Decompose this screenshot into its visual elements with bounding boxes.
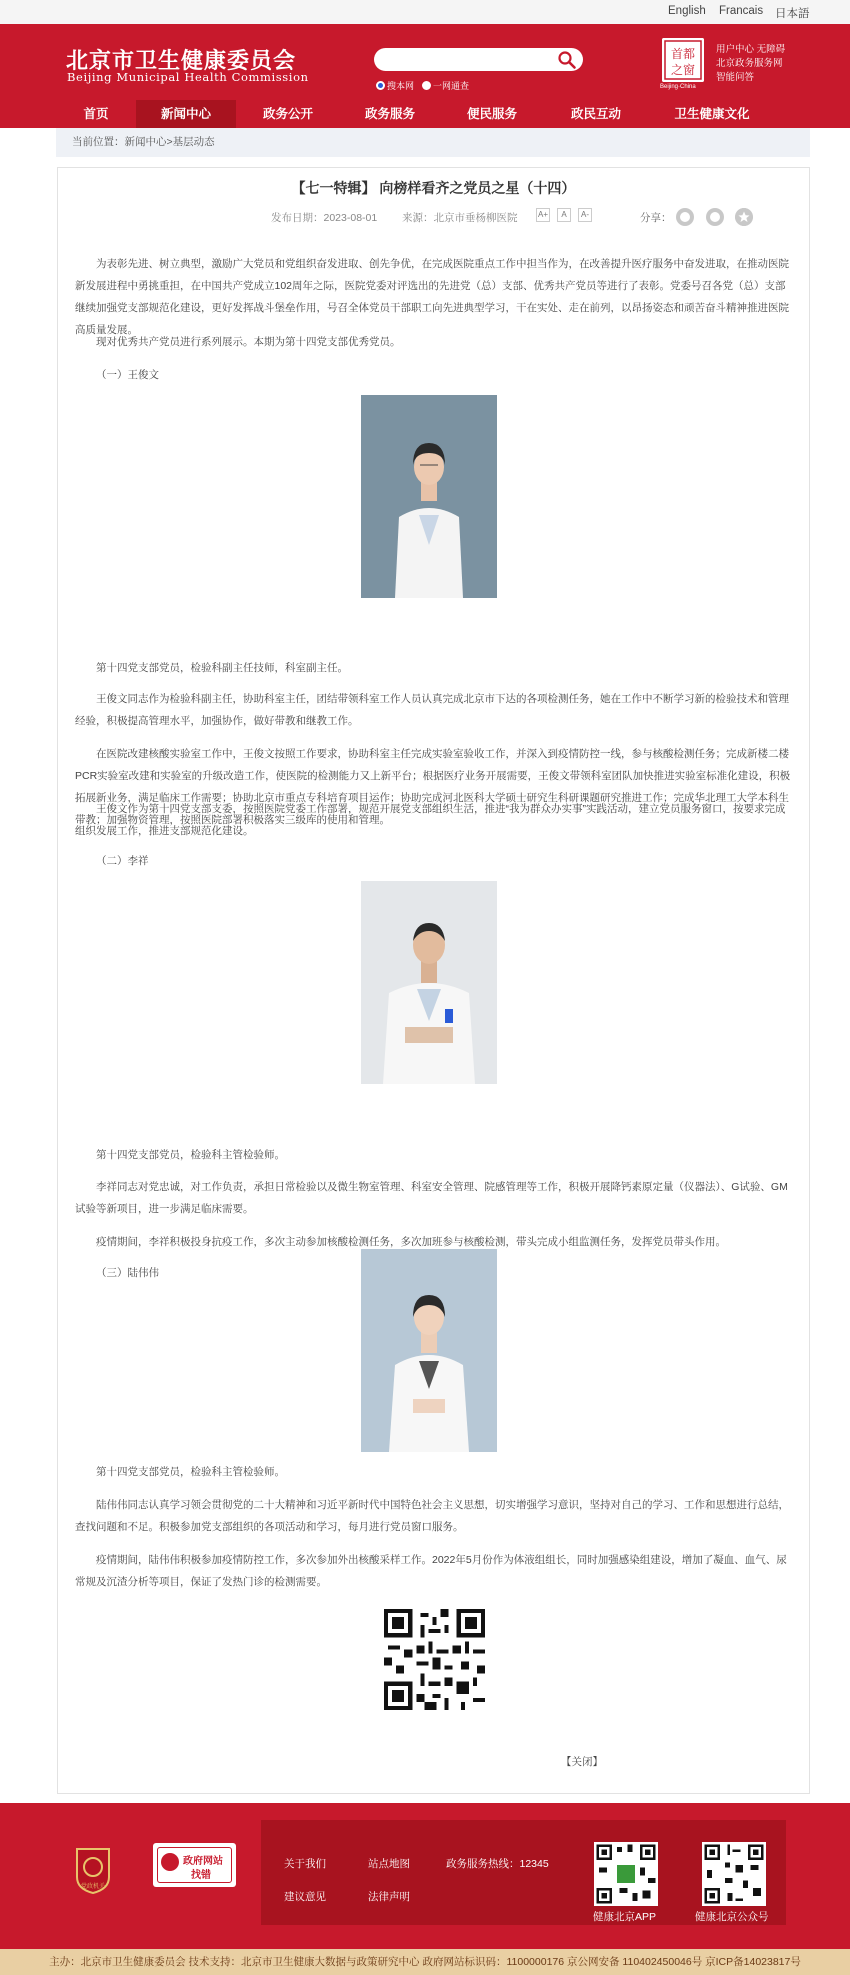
party-emblem-icon[interactable] (73, 1847, 113, 1895)
article-title: 【七一特辑】 向榜样看齐之党员之星（十四） (291, 180, 576, 196)
svg-text:之窗: 之窗 (670, 63, 696, 77)
site-logo-title[interactable]: 北京市卫生健康委员会 (66, 48, 297, 73)
language-bar (0, 0, 850, 24)
lang-french-link[interactable]: Francais (719, 5, 764, 17)
article-paragraph: 陆伟伟同志认真学习领会贯彻党的二十大精神和习近平新时代中国特色社会主义思想，切实增强学习意识，坚持对自己的学习、工作和思想进行总结，查找问题和不足。积极参加党支部组织的各项活动和学习，每月进行党员窗口服务。 (75, 1499, 789, 1533)
lang-japanese-link[interactable]: 日本語 (775, 8, 810, 20)
article-panel (57, 167, 810, 1794)
search-option-all[interactable]: 一网通查 (422, 79, 469, 92)
footer-link-sitemap[interactable]: 站点地图 (368, 1858, 410, 1870)
find-error-badge[interactable] (153, 1843, 236, 1887)
footer-links-panel (261, 1820, 786, 1925)
nav-news-center[interactable]: 新闻中心 (136, 100, 236, 128)
article-paragraph: 王俊文同志作为检验科副主任，协助科室主任，团结带领科室工作人员认真完成北京市下达的各项检测任务，她在工作中不断学习新的检验技术和管理经验，积极提高管理水平，加强协作，做好带教和继教工作。 (75, 693, 789, 727)
article-paragraph: 第十四党支部党员，检验科主管检验师。 (96, 1149, 285, 1161)
capital-window-subtitle: Beijing·China (660, 84, 696, 90)
font-medium-button[interactable]: A (557, 208, 571, 222)
party-emblem-label: 党政机关 (80, 1883, 106, 1890)
article-paragraph: 疫情期间，陆伟伟积极参加疫情防控工作，多次参加外出核酸采样工作。2022年5月份作为体液组组长，同时加强感染组建设，增加了凝血、血气、尿常规及沉渣分析等项目，保证了发热门诊的检测需要。 (75, 1554, 787, 1588)
portrait-photo-1 (361, 395, 497, 598)
search-icon[interactable] (557, 50, 577, 70)
article-paragraph: 第十四党支部党员，检验科主管检验师。 (96, 1466, 285, 1478)
article-source: 来源：北京市垂杨柳医院 (402, 212, 518, 224)
font-larger-button[interactable]: A+ (536, 208, 550, 222)
find-error-line1: 政府网站 (183, 1856, 223, 1867)
nav-home[interactable]: 首页 (83, 107, 109, 121)
qr-code-icon (384, 1609, 485, 1710)
main-nav (0, 100, 850, 128)
nav-health-culture[interactable]: 卫生健康文化 (674, 107, 750, 121)
article-paragraph: 为表彰先进、树立典型，激励广大党员和党组织奋发进取、创先争优，在完成医院重点工作中担当作为，在改善提升医疗服务中奋发进取，在推动医院新发展进程中勇挑重担，在中国共产党成立102周年之际，医院党委对评选出的先进党（总）支部、优秀共产党员等进行了表彰。党委号召各党（总）支部继续加强党支部规范化建设，更好发挥战斗堡垒作用，号召全体党员干部职工向先进典型学习，干在实处、走在前列，以昂扬姿态和顽苦奋斗精神推进医院高质量发展。 (75, 258, 789, 336)
search-input[interactable] (374, 48, 583, 71)
app-qr-code-icon (594, 1842, 658, 1906)
article-paragraph: 现对优秀共产党员进行系列展示。本期为第十四党支部优秀党员。 (96, 336, 401, 348)
footer-link-hotline: 政务服务热线：12345 (446, 1858, 549, 1870)
capital-window-logo-icon[interactable] (662, 38, 704, 82)
article-paragraph: 李祥同志对党忠诚，对工作负责，承担日常检验以及微生物室管理、科室安全管理、院感管理等工作，积极开展降钙素原定量（仪器法）、G试验、GM试验等新项目，进一步满足临床需要。 (75, 1181, 788, 1215)
article-date: 发布日期：2023-08-01 (271, 212, 378, 224)
close-link[interactable]: 【关闭】 (561, 1756, 603, 1768)
site-logo-subtitle: Beijing Municipal Health Commission (67, 70, 309, 84)
quick-link-smart-qa[interactable]: 智能问答 (716, 72, 755, 83)
find-error-icon (161, 1853, 179, 1871)
footer-link-about[interactable]: 关于我们 (284, 1858, 326, 1870)
wechat-qr-code-icon (702, 1842, 766, 1906)
footer-copyright: 主办：北京市卫生健康委员会 技术支持：北京市卫生健康大数据与政策研究中心 政府网站标识码：1100000176 京公网安备 110402450046号 京ICP备14023817号 (0, 1949, 850, 1975)
section-heading-2: （二）李祥 (96, 855, 149, 867)
quick-link-user-center[interactable]: 用户中心 无障碍 (716, 44, 786, 55)
lang-english-link[interactable]: English (668, 5, 706, 17)
portrait-photo-3 (361, 1249, 497, 1452)
wechat-share-icon[interactable] (676, 208, 694, 226)
radio-unselected-icon (422, 81, 431, 90)
quick-link-gov-service[interactable]: 北京政务服务网 (716, 58, 783, 69)
section-heading-3: （三）陆伟伟 (96, 1267, 159, 1279)
nav-gov-affairs[interactable]: 政务公开 (262, 107, 313, 121)
weibo-share-icon[interactable] (706, 208, 724, 226)
site-footer (0, 1803, 850, 1949)
article-paragraph: 在医院改建核酸实验室工作中，王俊文按照工作要求，协助科室主任完成实验室验收工作，并深入到疫情防控一线，参与核酸检测任务；完成新楼二楼PCR实验室改建和实验室的升级改造工作，使医院的检测能力又上新平台；根据医疗业务开展需要，王俊文带领科室团队加快推进实验室标准化建设，积极拓展新业务，满足临床工作需要；协助北京市重点专科培育项目运作；协助完成河北医科大学硕士研究生科研课题研究推进工作；完成华北理工大学本科生带教；加强物资管理，按照医院部署积极落实三级库的使用和管理。 (75, 748, 791, 826)
article-paragraph: 第十四党支部党员，检验科副主任技师，科室副主任。 (96, 662, 348, 674)
favorite-star-icon[interactable] (735, 208, 753, 226)
app-qr-label: 健康北京APP (593, 1911, 657, 1923)
breadcrumb[interactable]: 当前位置：新闻中心>基层动态 (56, 128, 810, 157)
section-heading-1: （一）王俊文 (96, 369, 159, 381)
portrait-photo-2 (361, 881, 497, 1084)
radio-selected-icon (376, 81, 385, 90)
nav-gov-service[interactable]: 政务服务 (364, 107, 415, 121)
share-label: 分享： (640, 212, 672, 224)
footer-link-legal[interactable]: 法律声明 (368, 1891, 410, 1903)
svg-text:首都: 首都 (670, 47, 696, 61)
article-paragraph: 疫情期间，李祥积极投身抗疫工作，多次主动参加核酸检测任务，多次加班参与核酸检测，带头完成小组监测任务，发挥党员带头作用。 (96, 1236, 726, 1248)
article-paragraph: 王俊文作为第十四党支部支委，按照医院党委工作部署，规范开展党支部组织生活，推进“我为群众办实事”实践活动，建立党员服务窗口，按要求完成组织发展工作，推进支部规范化建设。 (75, 803, 786, 837)
search-option-site[interactable]: 搜本网 (376, 79, 414, 92)
find-error-line2: 找错 (191, 1870, 211, 1881)
nav-public-service[interactable]: 便民服务 (466, 107, 517, 121)
footer-link-feedback[interactable]: 建议意见 (284, 1891, 326, 1903)
wechat-qr-label: 健康北京公众号 (695, 1911, 769, 1923)
font-smaller-button[interactable]: A- (578, 208, 592, 222)
nav-interaction[interactable]: 政民互动 (570, 107, 621, 121)
